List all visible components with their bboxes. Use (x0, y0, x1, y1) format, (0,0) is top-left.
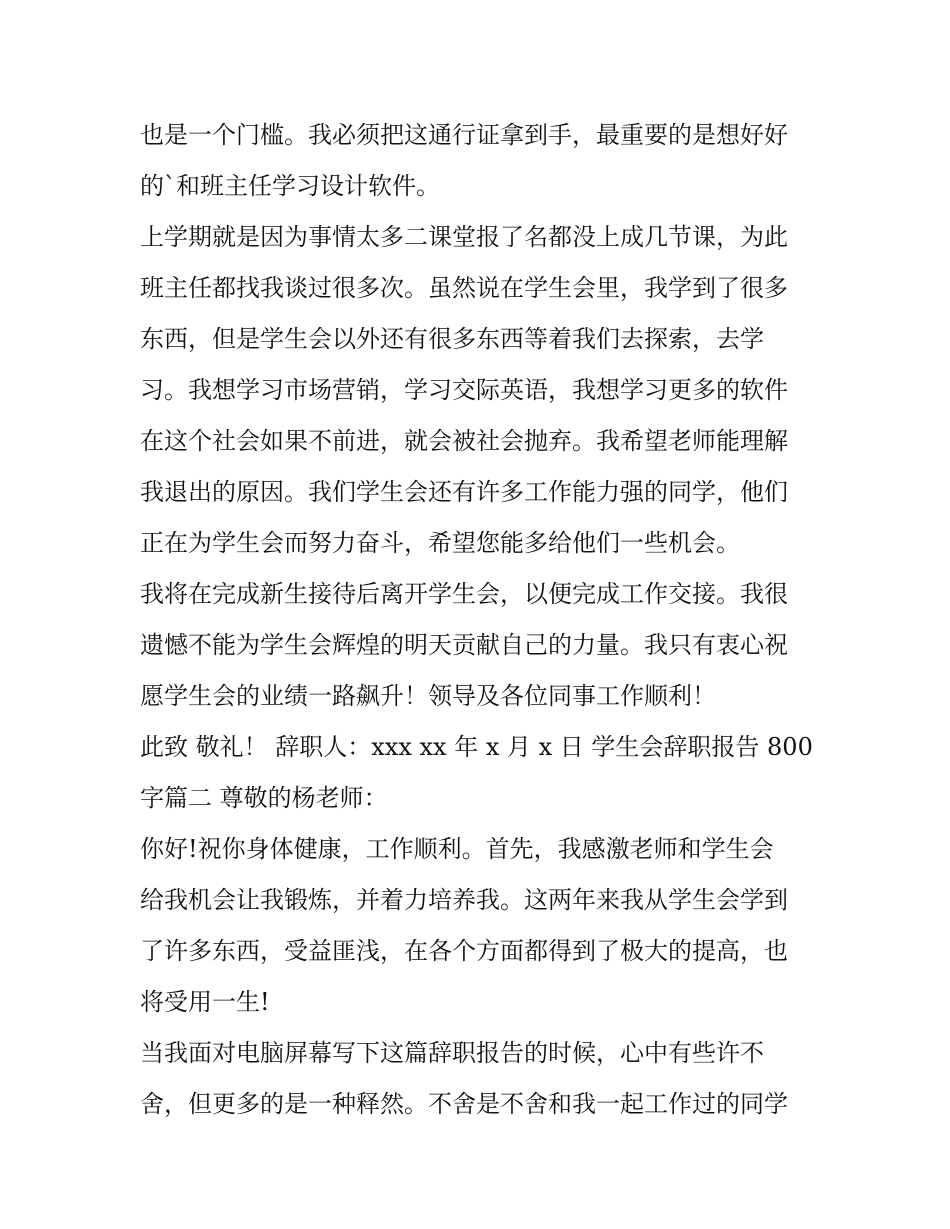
text-line: 习。我想学习市场营销，学习交际英语，我想学习更多的软件 (140, 376, 788, 404)
text-line: 当我面对电脑屏幕写下这篇辞职报告的时候，心中有些许不 (140, 1039, 764, 1067)
text-line: 我退出的原因。我们学生会还有许多工作能力强的同学，他们 (140, 478, 788, 506)
text-line: 给我机会让我锻炼，并着力培养我。这两年来我从学生会学到 (140, 886, 788, 914)
text-line: 我将在完成新生接待后离开学生会，以便完成工作交接。我很 (140, 580, 788, 608)
text-line: 正在为学生会而努力奋斗，希望您能多给他们一些机会。 (140, 529, 740, 557)
text-line: 舍，但更多的是一种释然。不舍是不舍和我一起工作过的同学 (140, 1090, 788, 1118)
text-line: 班主任都找我谈过很多次。虽然说在学生会里，我学到了很多 (140, 274, 788, 302)
text-line: 愿学生会的业绩一路飙升！领导及各位同事工作顺利！ (140, 682, 716, 710)
text-line: 将受用一生! (140, 988, 270, 1016)
text-line: 的`和班主任学习设计软件。 (140, 172, 440, 200)
text-line: 东西，但是学生会以外还有很多东西等着我们去探索，去学 (140, 325, 764, 353)
text-line: 也是一个门槛。我必须把这通行证拿到手，最重要的是想好好 (140, 121, 788, 149)
text-line: 此致 敬礼！ 辞职人：xxx xx 年 x 月 x 日 学生会辞职报告 800 (140, 733, 813, 761)
text-line: 了许多东西，受益匪浅，在各个方面都得到了极大的提高，也 (140, 937, 788, 965)
text-line: 上学期就是因为事情太多二课堂报了名都没上成几节课，为此 (140, 223, 788, 251)
text-line: 字篇二 尊敬的杨老师： (140, 784, 388, 812)
document-body (140, 110, 830, 1130)
text-line: 你好!祝你身体健康，工作顺利。首先，我感激老师和学生会 (140, 835, 774, 863)
text-line: 遗憾不能为学生会辉煌的明天贡献自己的力量。我只有衷心祝 (140, 631, 788, 659)
text-line: 在这个社会如果不前进，就会被社会抛弃。我希望老师能理解 (140, 427, 788, 455)
